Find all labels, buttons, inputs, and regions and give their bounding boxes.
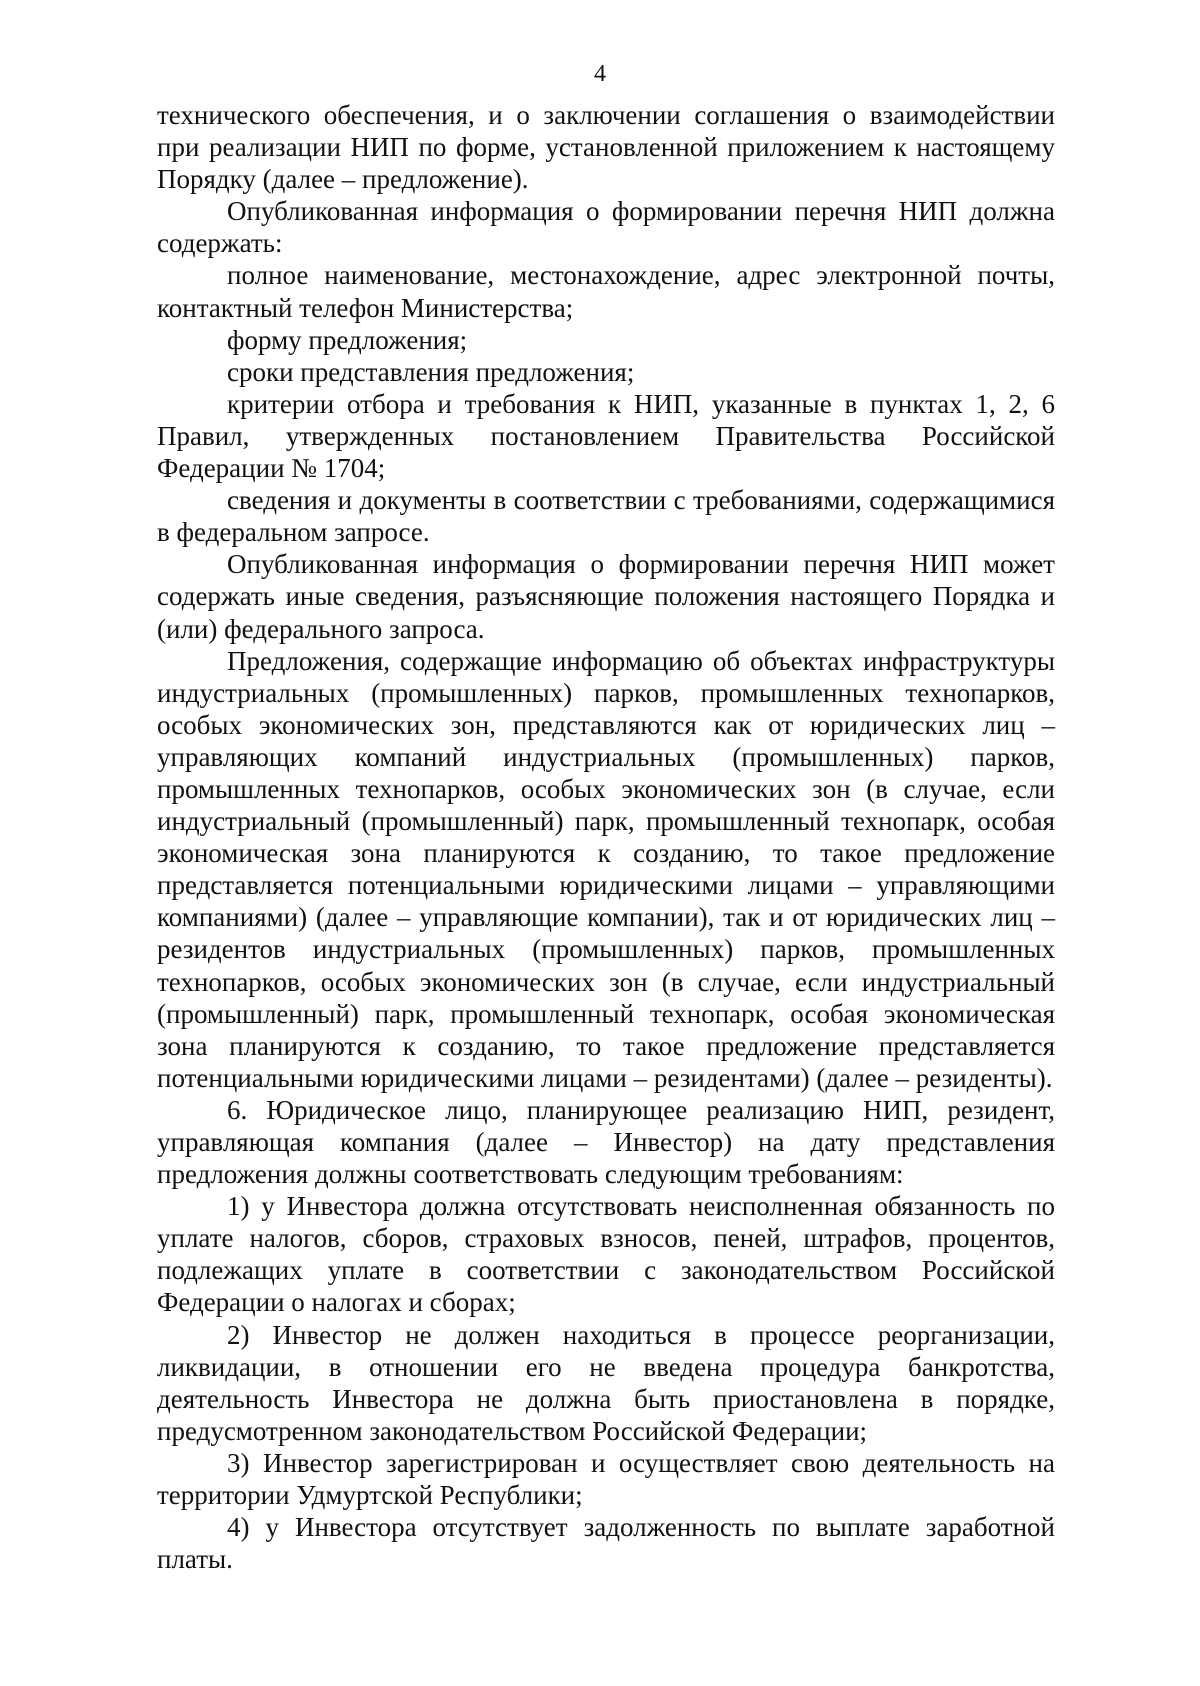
list-item-full-name: полное наименование, местонахождение, адрес электронной почты, контактный телефон Министерства; [157, 260, 1055, 323]
requirement-4: 4) у Инвестора отсутствует задолженность по выплате заработной платы. [157, 1512, 1055, 1575]
requirement-3: 3) Инвестор зарегистрирован и осуществляет свою деятельность на территории Удмуртской Республики; [157, 1447, 1055, 1511]
requirement-2: 2) Инвестор не должен находиться в процессе реорганизации, ликвидации, в отношении его не введена процедура банкротства, деятельность Инвестора не должна быть приостановлена в порядке, предусмотренном законодательством Российской Федерации; [157, 1319, 1055, 1446]
document-body [157, 99, 1055, 1575]
list-item-deadlines: сроки представления предложения; [227, 356, 635, 387]
paragraph-continuation: технического обеспечения, и о заключении соглашения о взаимодействии при реализации НИП по форме, установленной приложением к настоящему Порядку (далее – предложение). [157, 100, 1055, 195]
list-item-proposal-form: форму предложения; [227, 324, 468, 355]
clause-6: 6. Юридическое лицо, планирующее реализацию НИП, резидент, управляющая компания (далее – Инвестор) на дату представления предложения должны соответствовать следующим требованиям: [157, 1094, 1055, 1190]
page-number: 4 [594, 61, 606, 87]
paragraph-published-info: Опубликованная информация о формировании перечня НИП должна содержать: [157, 196, 1055, 259]
requirement-1: 1) у Инвестора должна отсутствовать неисполненная обязанность по уплате налогов, сборов, страховых взносов, пеней, штрафов, процентов, подлежащих уплате в соответствии с законодательством Российской Федерации о налогах и сборах; [157, 1191, 1055, 1318]
paragraph-other-info: Опубликованная информация о формировании перечня НИП может содержать иные сведения, разъясняющие положения настоящего Порядка и (или) федерального запроса. [157, 549, 1055, 644]
paragraph-proposals: Предложения, содержащие информацию об объектах инфраструктуры индустриальных (промышленных) парков, промышленных технопарков, особых экономических зон, представляются как от юридических лиц – управляющих компаний индустриальных (промышленных) парков, промышленных технопарков, особых экономических зон (в случае, если индустриальный (промышленный) парк, промышленный технопарк, особая экономическая зона планируются к созданию, то такое предложение представляется потенциальными юридическими лицами – управляющими компаниями) (далее – управляющие компании), так и от юридических лиц – резидентов индустриальных (промышленных) парков, промышленных технопарков, особых экономических зон (в случае, если индустриальный (промышленный) парк, промышленный технопарк, особая экономическая зона планируются к созданию, то такое предложение представляется потенциальными юридическими лицами – резидентами) (далее – резиденты). [157, 645, 1055, 1093]
list-item-documents: сведения и документы в соответствии с требованиями, содержащимися в федеральном запросе. [157, 485, 1055, 548]
list-item-criteria: критерии отбора и требования к НИП, указанные в пунктах 1, 2, 6 Правил, утвержденных постановлением Правительства Российской Федерации № 1704; [157, 388, 1055, 484]
